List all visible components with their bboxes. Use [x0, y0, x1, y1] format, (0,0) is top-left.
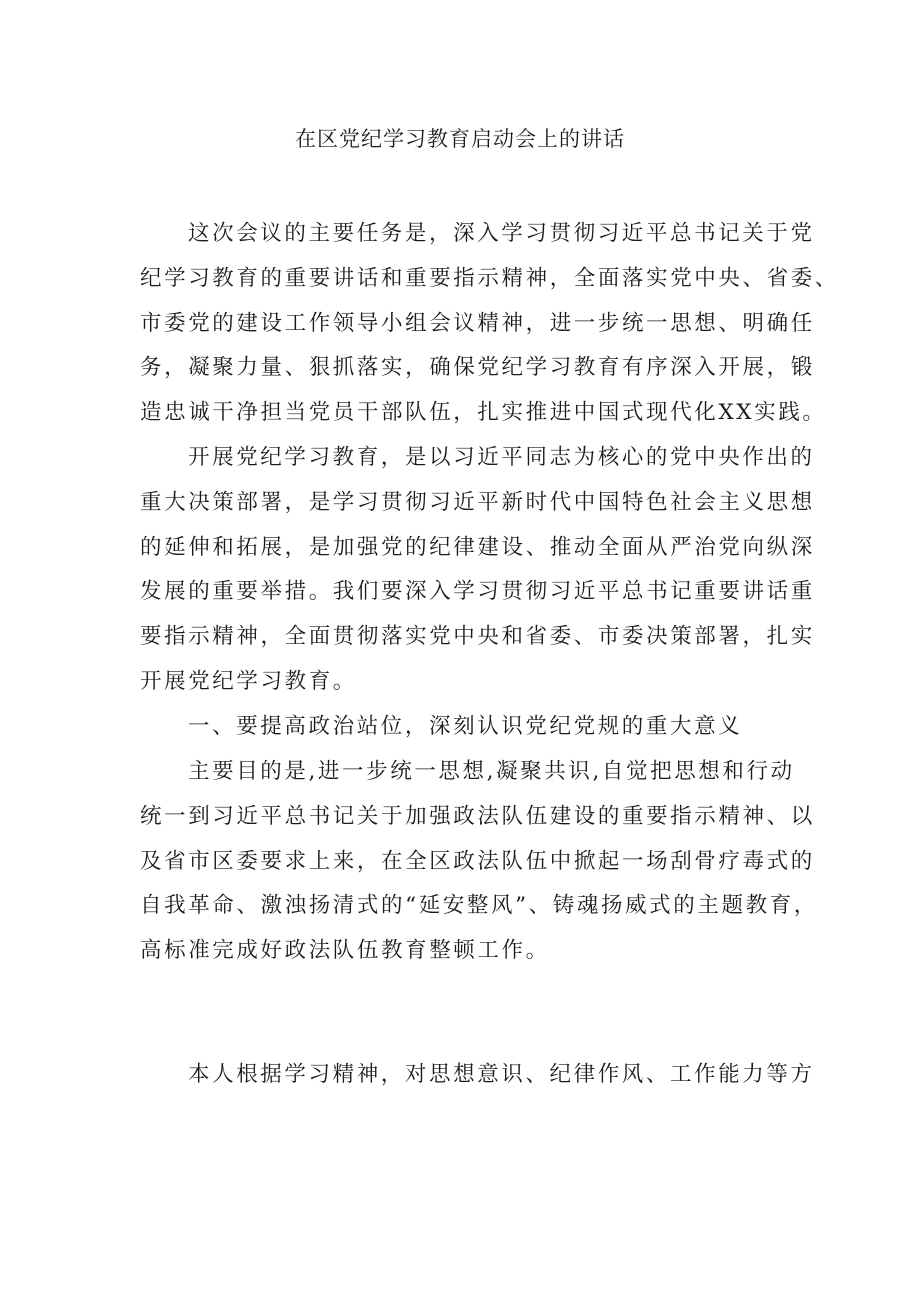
paragraph-line: 本人根据学习精神，对思想意识、纪律作风、工作能力等方: [188, 1062, 815, 1087]
section-heading-text: 一、要提高政治站位，深刻认识党纪党规的重大意义: [188, 714, 743, 739]
paragraph-4: [140, 1053, 815, 1098]
paragraph-line: 的延伸和拓展，是加强党的纪律建设、推动全面从严治党向纵深: [140, 534, 815, 560]
paragraph-line: 开展党纪学习教育，是以习近平同志为核心的党中央作出的: [188, 445, 815, 470]
paragraph-1: [140, 212, 839, 436]
paragraph-line: 及省市区委要求上来，在全区政法队伍中掀起一场刮骨疗毒式的: [140, 848, 815, 874]
paragraph-line: 统一到习近平总书记关于加强政法队伍建设的重要指示精神、以: [140, 803, 815, 829]
paragraph-line: 要指示精神，全面贯彻落实党中央和省委、市委决策部署，扎实: [140, 624, 815, 650]
paragraph-line: 主要目的是,进一步统一思想,凝聚共识,自觉把思想和行动: [188, 759, 795, 784]
paragraph-line: 自我革命、激浊扬清式的“延安整风”、铸魂扬威式的主题教育，: [140, 893, 818, 919]
paragraph-line: 务，凝聚力量、狠抓落实，确保党纪学习教育有序深入开展，锻: [140, 355, 815, 381]
paragraph-3: [140, 750, 818, 974]
paragraph-line: 开展党纪学习教育。: [140, 668, 357, 694]
paragraph-line: 市委党的建设工作领导小组会议精神，进一步统一思想、明确任: [140, 310, 815, 336]
paragraph-line: 这次会议的主要任务是，深入学习贯彻习近平总书记关于党: [188, 221, 815, 246]
section-heading: [140, 705, 800, 750]
paragraph-2: [140, 436, 815, 705]
paragraph-line: 发展的重要举措。我们要深入学习贯彻习近平总书记重要讲话重: [140, 579, 815, 605]
document-title: 在区党纪学习教育启动会上的讲话: [295, 127, 625, 151]
paragraph-line: 高标准完成好政法队伍教育整顿工作。: [140, 938, 550, 964]
paragraph-line: 重大决策部署，是学习贯彻习近平新时代中国特色社会主义思想: [140, 489, 815, 515]
paragraph-line: 造忠诚干净担当党员干部队伍，扎实推进中国式现代化XX实践。: [140, 400, 827, 426]
paragraph-line: 纪学习教育的重要讲话和重要指示精神，全面落实党中央、省委、: [140, 265, 839, 291]
